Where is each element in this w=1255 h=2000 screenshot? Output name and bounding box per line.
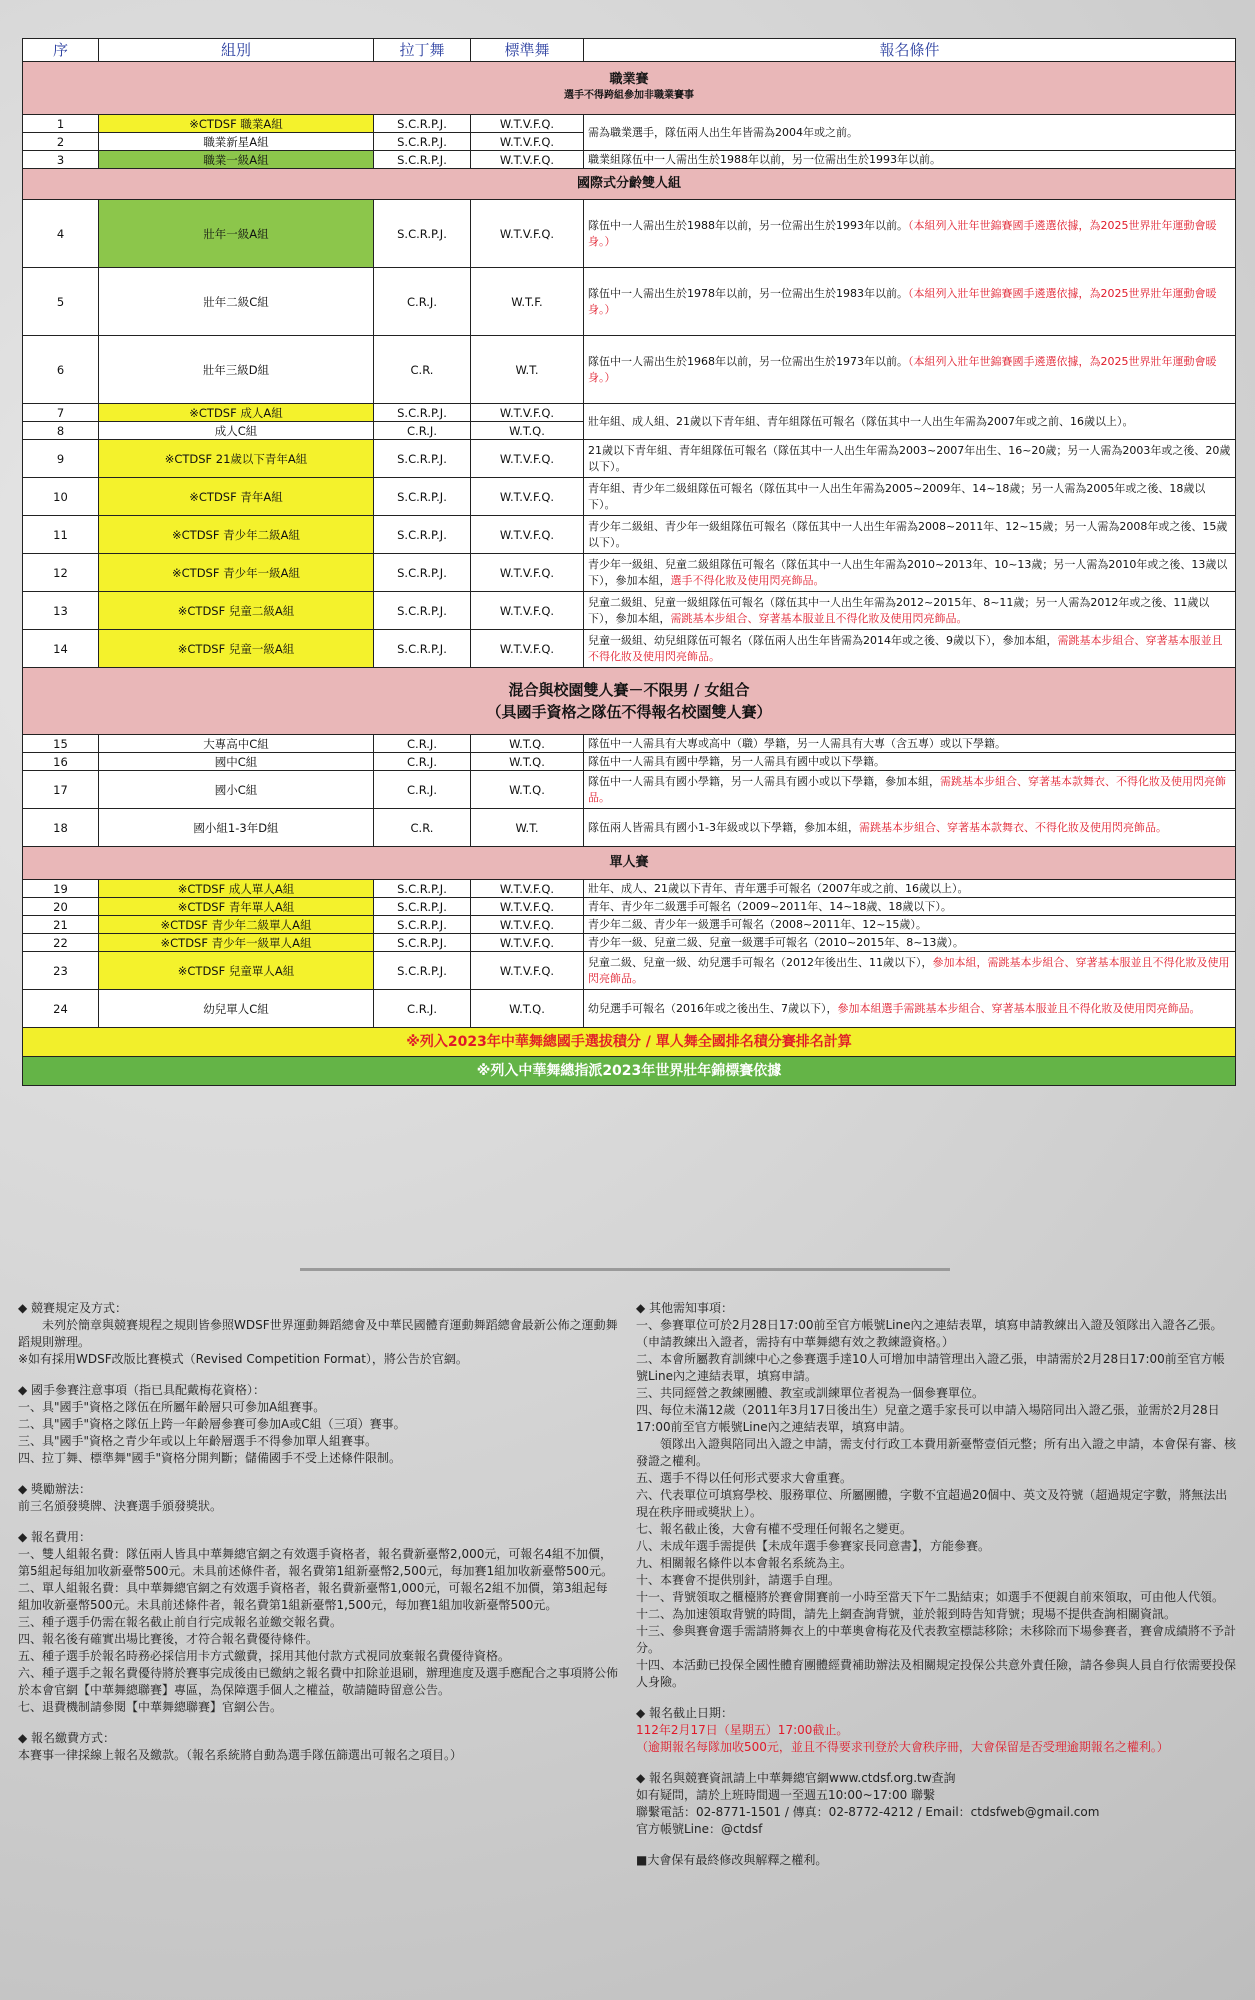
rules-line: 二、本會所屬教育訓練中心之參賽選手達10人可增加申請管理出入證乙張，申請需於2月28日17:00前至官方帳號Line內之連結表單，填寫申請。 — [636, 1352, 1225, 1383]
section-header — [23, 169, 1236, 200]
row-number: 9 — [23, 440, 99, 478]
row-number: 12 — [23, 554, 99, 592]
row-standard: W.T. — [471, 336, 584, 404]
row-number: 14 — [23, 630, 99, 668]
divider — [300, 1268, 950, 1271]
rules-block — [636, 1300, 1236, 1691]
row-conditions — [584, 771, 1236, 809]
rules-block — [636, 1705, 1236, 1756]
rules-block — [636, 1770, 1236, 1838]
row-conditions — [584, 440, 1236, 478]
table-row — [23, 898, 1236, 916]
row-group: ※CTDSF 青少年一級A組 — [99, 554, 374, 592]
table-row — [23, 516, 1236, 554]
rules-line: 十二、為加速領取背號的時間，請先上網查詢背號，並於報到時告知背號；現場不提供查詢相關資訊。 — [636, 1607, 1177, 1621]
rules-line: 如有疑問，請於上班時間週一至週五10:00~17:00 聯繫 — [636, 1788, 936, 1802]
row-group: ※CTDSF 21歲以下青年A組 — [99, 440, 374, 478]
row-latin: C.R.J. — [374, 268, 471, 336]
row-number: 10 — [23, 478, 99, 516]
row-conditions — [584, 592, 1236, 630]
rules-heading: ◆ 國手參賽注意事項（指已具配戴梅花資格）： — [18, 1383, 266, 1397]
row-group: 成人C組 — [99, 422, 374, 440]
section-subtitle: 選手不得跨組參加非職業賽事 — [564, 90, 694, 101]
rules-line: 七、退費機制請參閱【中華舞總聯賽】官網公告。 — [18, 1700, 283, 1714]
row-latin: C.R.J. — [374, 735, 471, 753]
row-standard: W.T.V.F.Q. — [471, 516, 584, 554]
conditions-text: 青年組、青少年二級組隊伍可報名（隊伍其中一人出生年需為2005~2009年、14~18歲；另一人需為2005年或之後、18歲以下）。 — [588, 481, 1206, 511]
rules-right-column — [636, 1300, 1236, 1883]
row-latin: S.C.R.P.J. — [374, 554, 471, 592]
row-conditions — [584, 336, 1236, 404]
table-row — [23, 115, 1236, 133]
rules-line: （逾期報名每隊加收500元，並且不得要求刊登於大會秩序冊，大會保留是否受理逾期報名之權利。） — [636, 1740, 1169, 1754]
section-header-row — [23, 668, 1236, 735]
row-group: ※CTDSF 成人單人A組 — [99, 880, 374, 898]
row-latin: S.C.R.P.J. — [374, 516, 471, 554]
row-group: ※CTDSF 青年單人A組 — [99, 898, 374, 916]
rules-heading: ◆ 報名繳費方式： — [18, 1731, 116, 1745]
conditions-text: 隊伍中一人需具有大專或高中（職）學籍，另一人需具有大專（含五專）或以下學籍。 — [588, 736, 1006, 750]
row-standard: W.T.V.F.Q. — [471, 630, 584, 668]
row-group: ※CTDSF 青少年二級單人A組 — [99, 916, 374, 934]
row-number: 5 — [23, 268, 99, 336]
row-group: 大專高中C組 — [99, 735, 374, 753]
row-latin: S.C.R.P.J. — [374, 630, 471, 668]
rules-heading: ◆ 報名費用： — [18, 1530, 92, 1544]
green-note-band: ※列入中華舞總指派2023年世界壯年錦標賽依據 — [23, 1057, 1236, 1086]
row-number: 11 — [23, 516, 99, 554]
row-standard: W.T.Q. — [471, 990, 584, 1028]
section-header-row — [23, 169, 1236, 200]
row-conditions — [584, 898, 1236, 916]
row-standard: W.T.V.F.Q. — [471, 440, 584, 478]
row-latin: S.C.R.P.J. — [374, 133, 471, 151]
row-conditions — [584, 200, 1236, 268]
conditions-text: 兒童一級組、幼兒組隊伍可報名（隊伍兩人出生年皆需為2014年或之後、9歲以下），參加本組， — [588, 633, 1058, 647]
row-number: 15 — [23, 735, 99, 753]
section-title: 單人賽 — [609, 855, 649, 870]
conditions-text: 職業組隊伍中一人需出生於1988年以前，另一位需出生於1993年以前。 — [588, 152, 941, 166]
row-latin: C.R.J. — [374, 753, 471, 771]
table-row — [23, 990, 1236, 1028]
rules-block — [18, 1382, 618, 1467]
table-row — [23, 916, 1236, 934]
section-header-row — [23, 847, 1236, 880]
row-standard: W.T.V.F.Q. — [471, 952, 584, 990]
row-standard: W.T.V.F.Q. — [471, 404, 584, 422]
row-number: 22 — [23, 934, 99, 952]
row-latin: S.C.R.P.J. — [374, 440, 471, 478]
row-standard: W.T.V.F.Q. — [471, 898, 584, 916]
conditions-text: 隊伍中一人需出生於1968年以前，另一位需出生於1973年以前。 — [588, 354, 908, 368]
conditions-note: （本組列入壯年世錦賽國手遴選依據，為2025世界壯年運動會暖身。） — [588, 218, 1217, 248]
rules-line: 三、具"國手"資格之青少年或以上年齡層選手不得參加單人組賽事。 — [18, 1434, 378, 1448]
row-group: 國小C組 — [99, 771, 374, 809]
table-row — [23, 952, 1236, 990]
rules-line: 五、選手不得以任何形式要求大會重賽。 — [636, 1471, 853, 1485]
row-standard: W.T.V.F.Q. — [471, 478, 584, 516]
conditions-note: 需跳基本步組合、穿著基本服並且不得化妝及使用閃亮飾品。 — [670, 611, 968, 625]
rules-line: 十四、本活動已投保全國性體育團體經費補助辦法及相關規定投保公共意外責任險，請各參與人員自行依需要投保人身險。 — [636, 1658, 1237, 1689]
row-latin: C.R.J. — [374, 422, 471, 440]
row-standard: W.T.Q. — [471, 422, 584, 440]
row-latin: C.R. — [374, 336, 471, 404]
row-conditions — [584, 151, 1236, 169]
table-row — [23, 630, 1236, 668]
conditions-note: 選手不得化妝及使用閃亮飾品。 — [670, 573, 825, 587]
row-number: 17 — [23, 771, 99, 809]
conditions-text: 青少年一級、兒童二級、兒童一級選手可報名（2010~2015年、8~13歲）。 — [588, 935, 964, 949]
conditions-text: 壯年組、成人組、21歲以下青年組、青年組隊伍可報名（隊伍其中一人出生年需為2007年或之前、16歲以上）。 — [588, 414, 1134, 428]
conditions-text: 隊伍中一人需具有國小學籍，另一人需具有國小或以下學籍，參加本組， — [588, 774, 940, 788]
row-standard: W.T. — [471, 809, 584, 847]
row-latin: S.C.R.P.J. — [374, 952, 471, 990]
rules-line: 四、報名後有確實出場比賽後，才符合報名費優待條件。 — [18, 1632, 319, 1646]
rules-line: 十三、參與賽會選手需請將舞衣上的中華奧會梅花及代表教室標誌移除；未移除而下場參賽者，賽會成績將不予計分。 — [636, 1624, 1237, 1655]
conditions-text: 隊伍中一人需出生於1988年以前，另一位需出生於1993年以前。 — [588, 218, 908, 232]
table-row — [23, 771, 1236, 809]
table-header-row — [23, 39, 1236, 62]
conditions-note: （本組列入壯年世錦賽國手遴選依據，為2025世界壯年運動會暖身。） — [588, 354, 1217, 384]
header-no: 序 — [23, 39, 99, 62]
rules-block — [18, 1481, 618, 1515]
row-conditions — [584, 554, 1236, 592]
row-group: ※CTDSF 青少年二級A組 — [99, 516, 374, 554]
row-group: 壯年三級D組 — [99, 336, 374, 404]
row-latin: C.R.J. — [374, 771, 471, 809]
row-standard: W.T.V.F.Q. — [471, 880, 584, 898]
row-standard: W.T.V.F.Q. — [471, 554, 584, 592]
row-group: ※CTDSF 兒童一級A組 — [99, 630, 374, 668]
row-latin: C.R. — [374, 809, 471, 847]
row-number: 4 — [23, 200, 99, 268]
row-standard: W.T.V.F.Q. — [471, 151, 584, 169]
conditions-note: 參加本組，需跳基本步組合、穿著基本服並且不得化妝及使用閃亮飾品。 — [588, 955, 1230, 985]
row-conditions — [584, 735, 1236, 753]
conditions-text: 21歲以下青年組、青年組隊伍可報名（隊伍其中一人出生年需為2003~2007年出生、16~20歲；另一人需為2003年或之後、20歲以下）。 — [588, 443, 1231, 473]
rules-line: 二、單人組報名費：具中華舞總官網之有效選手資格者，報名費新臺幣1,000元，可報名2組不加價，第3組起每組加收新臺幣500元。未具前述條件者，報名費第1組新臺幣1,500元，每加賽1組加收新臺幣500元。 — [18, 1581, 608, 1612]
row-number: 13 — [23, 592, 99, 630]
rules-block — [18, 1730, 618, 1764]
rules-line: 八、未成年選手需提供【未成年選手參賽家長同意書】，方能參賽。 — [636, 1539, 991, 1553]
row-standard: W.T.F. — [471, 268, 584, 336]
conditions-note: 需跳基本步組合、穿著基本款舞衣、不得化妝及使用閃亮飾品。 — [588, 774, 1226, 804]
row-group: 國小組1-3年D組 — [99, 809, 374, 847]
row-latin: S.C.R.P.J. — [374, 200, 471, 268]
rules-line: 四、拉丁舞、標準舞"國手"資格分開判斷；儲備國手不受上述條件限制。 — [18, 1451, 402, 1465]
conditions-text: 需為職業選手，隊伍兩人出生年皆需為2004年或之前。 — [588, 125, 858, 139]
row-group: 職業一級A組 — [99, 151, 374, 169]
rules-line: 四、每位未滿12歲（2011年3月17日後出生）兒童之選手家長可以申請入場陪同出入證乙張，並需於2月28日17:00前至官方帳號Line內之連結表單，填寫申請。 — [636, 1403, 1220, 1434]
conditions-note: 需跳基本步組合、穿著基本服並且不得化妝及使用閃亮飾品。 — [588, 633, 1223, 663]
row-latin: S.C.R.P.J. — [374, 916, 471, 934]
conditions-text: 隊伍中一人需出生於1978年以前，另一位需出生於1983年以前。 — [588, 286, 908, 300]
row-latin: S.C.R.P.J. — [374, 115, 471, 133]
row-conditions — [584, 809, 1236, 847]
conditions-text: 兒童二級組、兒童一級組隊伍可報名（隊伍其中一人出生年需為2012~2015年、8~11歲；另一人需為2012年或之後、11歲以下），參加本組， — [588, 595, 1210, 625]
row-conditions — [584, 990, 1236, 1028]
table-row — [23, 880, 1236, 898]
table-row — [23, 268, 1236, 336]
table-row — [23, 200, 1236, 268]
rules-heading: ◆ 報名與競賽資訊請上中華舞總官網www.ctdsf.org.tw查詢 — [636, 1771, 956, 1785]
row-group: ※CTDSF 成人A組 — [99, 404, 374, 422]
rules-line: 十一、背號領取之櫃檯將於賽會開賽前一小時至當天下午二點結束；如選手不便親自前來領取，可由他人代領。 — [636, 1590, 1225, 1604]
row-number: 6 — [23, 336, 99, 404]
schedule-table — [22, 38, 1236, 1086]
rules-line: 聯繫電話：02-8771-1501 / 傳真：02-8772-4212 / Email：ctdsfweb@gmail.com — [636, 1805, 1100, 1819]
rules-line: 五、種子選手於報名時務必採信用卡方式繳費，採用其他付款方式視同放棄報名費優待資格。 — [18, 1649, 511, 1663]
rules-line: 三、種子選手仍需在報名截止前自行完成報名並繳交報名費。 — [18, 1615, 343, 1629]
row-conditions — [584, 916, 1236, 934]
row-group: 壯年二級C組 — [99, 268, 374, 336]
rules-line: 十、本賽會不提供別針，請選手自理。 — [636, 1573, 841, 1587]
conditions-text: 兒童二級、兒童一級、幼兒選手可報名（2012年後出生、11歲以下）， — [588, 955, 933, 969]
row-number: 21 — [23, 916, 99, 934]
row-latin: S.C.R.P.J. — [374, 898, 471, 916]
row-conditions — [584, 952, 1236, 990]
table-row — [23, 336, 1236, 404]
rules-line: 一、具"國手"資格之隊伍在所屬年齡層只可參加A組賽事。 — [18, 1400, 326, 1414]
rules-line: 112年2月17日（星期五）17:00截止。 — [636, 1723, 849, 1737]
row-number: 20 — [23, 898, 99, 916]
row-standard: W.T.V.F.Q. — [471, 115, 584, 133]
row-group: ※CTDSF 兒童單人A組 — [99, 952, 374, 990]
rules-left-column — [18, 1300, 618, 1778]
row-group: ※CTDSF 青年A組 — [99, 478, 374, 516]
row-standard: W.T.V.F.Q. — [471, 916, 584, 934]
section-header — [23, 62, 1236, 115]
conditions-text: 青少年二級、青少年一級選手可報名（2008~2011年、12~15歲）。 — [588, 917, 927, 931]
rules-line: 三、共同經營之教練團體、教室或訓練單位者視為一個參賽單位。 — [636, 1386, 985, 1400]
header-standard: 標準舞 — [471, 39, 584, 62]
conditions-text: 青少年一級組、兒童二級組隊伍可報名（隊伍其中一人出生年需為2010~2013年、10~13歲；另一人需為2010年或之後、13歲以下），參加本組， — [588, 557, 1228, 587]
row-conditions — [584, 753, 1236, 771]
row-conditions — [584, 478, 1236, 516]
table-row — [23, 934, 1236, 952]
row-group: 幼兒單人C組 — [99, 990, 374, 1028]
conditions-text: 青少年二級組、青少年一級組隊伍可報名（隊伍其中一人出生年需為2008~2011年、12~15歲；另一人需為2008年或之後、15歲以下）。 — [588, 519, 1228, 549]
row-number: 8 — [23, 422, 99, 440]
rules-line: 前三名頒發獎牌、決賽選手頒發獎狀。 — [18, 1499, 223, 1513]
row-standard: W.T.V.F.Q. — [471, 133, 584, 151]
row-standard: W.T.V.F.Q. — [471, 200, 584, 268]
row-group: 壯年一級A組 — [99, 200, 374, 268]
table-row — [23, 809, 1236, 847]
rules-block — [18, 1529, 618, 1716]
rules-line: 領隊出入證與陪同出入證之申請，需支付行政工本費用新臺幣壹佰元整；所有出入證之申請，本會保有審、核發證之權利。 — [636, 1437, 1237, 1468]
table-row — [23, 735, 1236, 753]
row-group: 職業新星A組 — [99, 133, 374, 151]
section-title: 混合與校園雙人賽－不限男 / 女組合 — [508, 681, 750, 699]
rules-line: ※如有採用WDSF改版比賽模式（Revised Competition Format），將公告於官網。 — [18, 1352, 468, 1366]
row-latin: C.R.J. — [374, 990, 471, 1028]
row-standard: W.T.V.F.Q. — [471, 592, 584, 630]
conditions-note: （本組列入壯年世錦賽國手遴選依據，為2025世界壯年運動會暖身。） — [588, 286, 1217, 316]
conditions-note: 參加本組選手需跳基本步組合、穿著基本服並且不得化妝及使用閃亮飾品。 — [837, 1001, 1201, 1015]
row-number: 16 — [23, 753, 99, 771]
row-number: 19 — [23, 880, 99, 898]
row-conditions — [584, 630, 1236, 668]
conditions-text: 隊伍中一人需具有國中學籍，另一人需具有國中或以下學籍。 — [588, 754, 885, 768]
rules-line: 七、報名截止後，大會有權不受理任何報名之變更。 — [636, 1522, 913, 1536]
row-standard: W.T.Q. — [471, 771, 584, 809]
row-latin: S.C.R.P.J. — [374, 934, 471, 952]
rules-line: 六、種子選手之報名費優待將於賽事完成後由已繳納之報名費中扣除並退刷，辦理進度及選手應配合之事項將公佈於本會官網【中華舞總聯賽】專區，為保障選手個人之權益，敬請隨時留意公告。 — [18, 1666, 619, 1697]
table-row — [23, 592, 1236, 630]
table-row — [23, 554, 1236, 592]
conditions-text: 青年、青少年二級選手可報名（2009~2011年、14~18歲、18歲以下）。 — [588, 899, 952, 913]
rules-block — [18, 1300, 618, 1368]
rules-heading: ◆ 競賽規定及方式： — [18, 1301, 128, 1315]
row-conditions — [584, 934, 1236, 952]
rules-heading: ◆ 獎勵辦法： — [18, 1482, 92, 1496]
row-standard: W.T.V.F.Q. — [471, 934, 584, 952]
conditions-text: 壯年、成人、21歲以下青年、青年選手可報名（2007年或之前、16歲以上）。 — [588, 881, 969, 895]
row-latin: S.C.R.P.J. — [374, 404, 471, 422]
section-header — [23, 847, 1236, 880]
rules-block — [636, 1852, 1236, 1869]
header-group: 組別 — [99, 39, 374, 62]
header-latin: 拉丁舞 — [374, 39, 471, 62]
row-conditions — [584, 516, 1236, 554]
row-number: 23 — [23, 952, 99, 990]
section-subtitle: （具國手資格之隊伍不得報名校園雙人賽） — [486, 703, 772, 721]
rules-line: 六、代表單位可填寫學校、服務單位、所屬團體，字數不宜超過20個中、英文及符號（超過規定字數，將無法出現在秩序冊或獎狀上）。 — [636, 1488, 1228, 1519]
schedule-table-wrapper — [22, 38, 1235, 1086]
rules-line: 二、具"國手"資格之隊伍上跨一年齡層參賽可參加A或C組（三項）賽事。 — [18, 1417, 406, 1431]
row-number: 7 — [23, 404, 99, 422]
row-number: 2 — [23, 133, 99, 151]
row-latin: S.C.R.P.J. — [374, 478, 471, 516]
conditions-note: 需跳基本步組合、穿著基本款舞衣、不得化妝及使用閃亮飾品。 — [858, 820, 1167, 834]
row-standard: W.T.Q. — [471, 753, 584, 771]
row-group: ※CTDSF 兒童二級A組 — [99, 592, 374, 630]
header-conditions: 報名條件 — [584, 39, 1236, 62]
row-group: ※CTDSF 職業A組 — [99, 115, 374, 133]
row-latin: S.C.R.P.J. — [374, 151, 471, 169]
row-conditions — [584, 268, 1236, 336]
row-standard: W.T.Q. — [471, 735, 584, 753]
rules-heading: ◆ 其他需知事項： — [636, 1301, 734, 1315]
table-row — [23, 404, 1236, 422]
row-conditions — [584, 880, 1236, 898]
rules-heading: ◆ 報名截止日期： — [636, 1706, 734, 1720]
rules-line: 一、參賽單位可於2月28日17:00前至官方帳號Line內之連結表單，填寫申請教練出入證及領隊出入證各乙張。（申請教練出入證者，需持有中華舞總有效之教練證資格。） — [636, 1318, 1223, 1349]
row-latin: S.C.R.P.J. — [374, 592, 471, 630]
table-row — [23, 151, 1236, 169]
section-title: 職業賽 — [609, 72, 649, 87]
rules-line: 官方帳號Line：@ctdsf — [636, 1822, 763, 1836]
row-group: 國中C組 — [99, 753, 374, 771]
row-conditions — [584, 115, 1236, 151]
rules-heading: ■大會保有最終修改與解釋之權利。 — [636, 1853, 828, 1867]
yellow-note-band: ※列入2023年中華舞總國手選拔積分 / 單人舞全國排名積分賽排名計算 — [23, 1028, 1236, 1057]
table-row — [23, 478, 1236, 516]
rules-line: 未列於簡章與競賽規程之規則皆參照WDSF世界運動舞蹈總會及中華民國體育運動舞蹈總會最新公佈之運動舞蹈規則辦理。 — [18, 1318, 618, 1349]
conditions-text: 隊伍兩人皆需具有國小1-3年級或以下學籍，參加本組， — [588, 820, 859, 834]
section-header-row — [23, 62, 1236, 115]
row-number: 1 — [23, 115, 99, 133]
row-conditions — [584, 404, 1236, 440]
section-title: 國際式分齡雙人組 — [576, 176, 681, 191]
row-latin: S.C.R.P.J. — [374, 880, 471, 898]
table-row — [23, 440, 1236, 478]
row-number: 18 — [23, 809, 99, 847]
rules-section — [18, 1300, 1238, 1980]
table-row — [23, 753, 1236, 771]
row-number: 24 — [23, 990, 99, 1028]
rules-line: 本賽事一律採線上報名及繳款。（報名系統將自動為選手隊伍篩選出可報名之項目。） — [18, 1748, 463, 1762]
row-group: ※CTDSF 青少年一級單人A組 — [99, 934, 374, 952]
rules-line: 一、雙人組報名費：隊伍兩人皆具中華舞總官網之有效選手資格者，報名費新臺幣2,000元，可報名4組不加價，第5組起每組加收新臺幣500元。未具前述條件者，報名費第1組新臺幣2,500元，每加賽1組加收新臺幣500元。 — [18, 1547, 614, 1578]
rules-line: 九、相關報名條件以本會報名系統為主。 — [636, 1556, 853, 1570]
row-number: 3 — [23, 151, 99, 169]
conditions-text: 幼兒選手可報名（2016年或之後出生、7歲以下）， — [588, 1001, 838, 1015]
section-header — [23, 668, 1236, 735]
